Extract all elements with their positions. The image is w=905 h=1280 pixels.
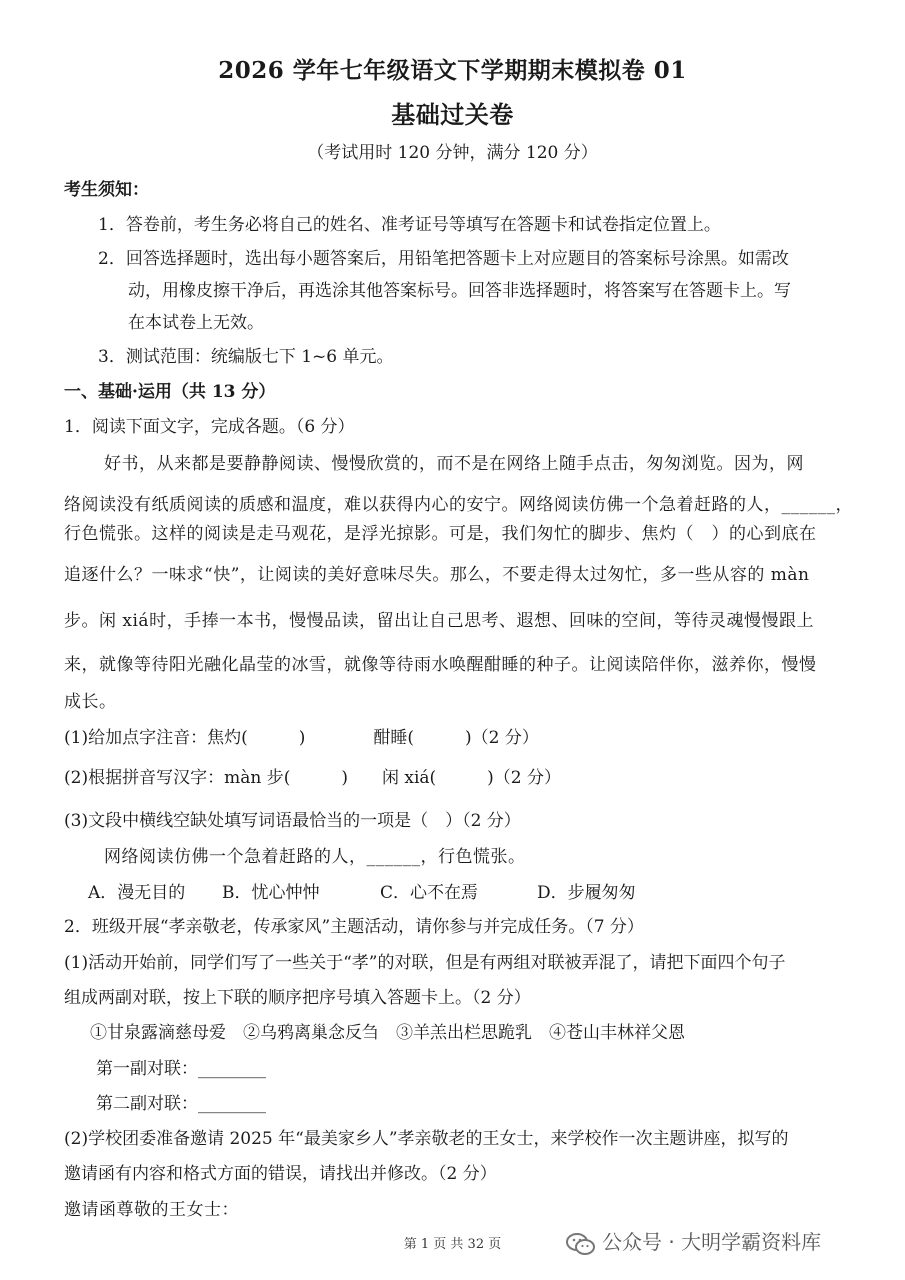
notice-item-2-cont: 动，用橡皮擦干净后，再选涂其他答案标号。回答非选择题时，将答案写在答题卡上。写 bbox=[128, 281, 791, 301]
q2-sub2-line2: 邀请函有内容和格式方面的错误，请找出并修改。（2 分） bbox=[64, 1164, 497, 1184]
option-d: D．步履匆匆 bbox=[537, 883, 636, 903]
q1-sub3: (3)文段中横线空缺处填写词语最恰当的一项是（ ）（2 分） bbox=[64, 811, 521, 831]
passage-line-5: 步。闲 xiá时，手捧一本书，慢慢品读，留出让自己思考、遐想、回味的空间，等待灵魂慢慢跟上 bbox=[64, 611, 815, 631]
q2-sub1-line2: 组成两副对联，按上下联的顺序把序号填入答题卡上。（2 分） bbox=[64, 988, 531, 1008]
question-1-stem: 1．阅读下面文字，完成各题。（6 分） bbox=[64, 417, 355, 437]
notice-item-2-end: 在本试卷上无效。 bbox=[128, 313, 264, 333]
q1-sub2: (2)根据拼音写汉字：màn 步( ) 闲 xiá( )（2 分） bbox=[64, 768, 562, 788]
wechat-icon bbox=[566, 1232, 596, 1256]
letter-start: 邀请函尊敬的王女士： bbox=[64, 1200, 239, 1220]
couplet-pair-2: 第二副对联：________ bbox=[96, 1094, 266, 1114]
q1-sub1: (1)给加点字注音：焦灼( ) 酣睡( )（2 分） bbox=[64, 728, 539, 748]
watermark-text: 公众号 · 大明学霸资料库 bbox=[602, 1230, 822, 1254]
watermark bbox=[566, 1226, 821, 1256]
passage-line-4: 追逐什么？一味求“快”，让阅读的美好意味尽失。那么，不要走得太过匆忙，多一些从容的 màn bbox=[64, 565, 810, 585]
page-number: 第 1 页 共 32 页 bbox=[403, 1237, 502, 1252]
option-c: C．心不在焉 bbox=[380, 883, 479, 903]
q2-sub2-line1: (2)学校团委准备邀请 2025 年“最美家乡人”孝亲敬老的王女士，来学校作一次主题讲座，拟写的 bbox=[64, 1129, 789, 1149]
couplet-pair-1: 第一副对联：________ bbox=[96, 1059, 266, 1079]
option-b: B．忧心忡忡 bbox=[222, 883, 320, 903]
couplet-sentences: ①甘泉露滴慈母爱 ②乌鸦离巢念反刍 ③羊羔出栏思跪乳 ④苍山丰林祥父恩 bbox=[90, 1023, 685, 1043]
question-2-stem: 2．班级开展“孝亲敬老，传承家风”主题活动，请你参与并完成任务。（7 分） bbox=[64, 917, 644, 937]
passage-line-7: 成长。 bbox=[64, 692, 117, 712]
passage-line-2: 络阅读没有纸质阅读的质感和温度，难以获得内心的安宁。网络阅读仿佛一个急着赶路的人，______， bbox=[64, 495, 853, 515]
notice-item-1: 1．答卷前，考生务必将自己的姓名、准考证号等填写在答题卡和试卷指定位置上。 bbox=[98, 215, 721, 235]
notice-item-3: 3．测试范围：统编版七下 1~6 单元。 bbox=[98, 347, 394, 367]
exam-subtitle: 基础过关卷 bbox=[391, 100, 514, 129]
q1-sub3-sentence: 网络阅读仿佛一个急着赶路的人，______，行色慌张。 bbox=[104, 847, 526, 867]
q2-sub1-line1: (1)活动开始前，同学们写了一些关于“孝”的对联，但是有两组对联被弄混了，请把下面四个句子 bbox=[64, 953, 786, 973]
notice-item-2: 2．回答选择题时，选出每小题答案后，用铅笔把答题卡上对应题目的答案标号涂黑。如需改 bbox=[98, 249, 789, 269]
option-a: A．漫无目的 bbox=[88, 883, 186, 903]
passage-line-1: 好书，从来都是要静静阅读、慢慢欣赏的，而不是在网络上随手点击，匆匆浏览。因为，网 bbox=[104, 454, 804, 474]
exam-time-note: （考试用时 120 分钟，满分 120 分） bbox=[307, 143, 598, 163]
passage-line-3: 行色慌张。这样的阅读是走马观花，是浮光掠影。可是，我们匆忙的脚步、焦灼（ ）的心到底在 bbox=[64, 524, 817, 544]
passage-line-6: 来，就像等待阳光融化晶莹的冰雪，就像等待雨水唤醒酣睡的种子。让阅读陪伴你，滋养你，慢慢 bbox=[64, 655, 817, 675]
section-heading: 一、基础·运用（共 13 分） bbox=[64, 382, 276, 402]
exam-title: 2026 学年七年级语文下学期期末模拟卷 01 bbox=[218, 57, 687, 84]
notice-heading: 考生须知： bbox=[64, 180, 149, 200]
